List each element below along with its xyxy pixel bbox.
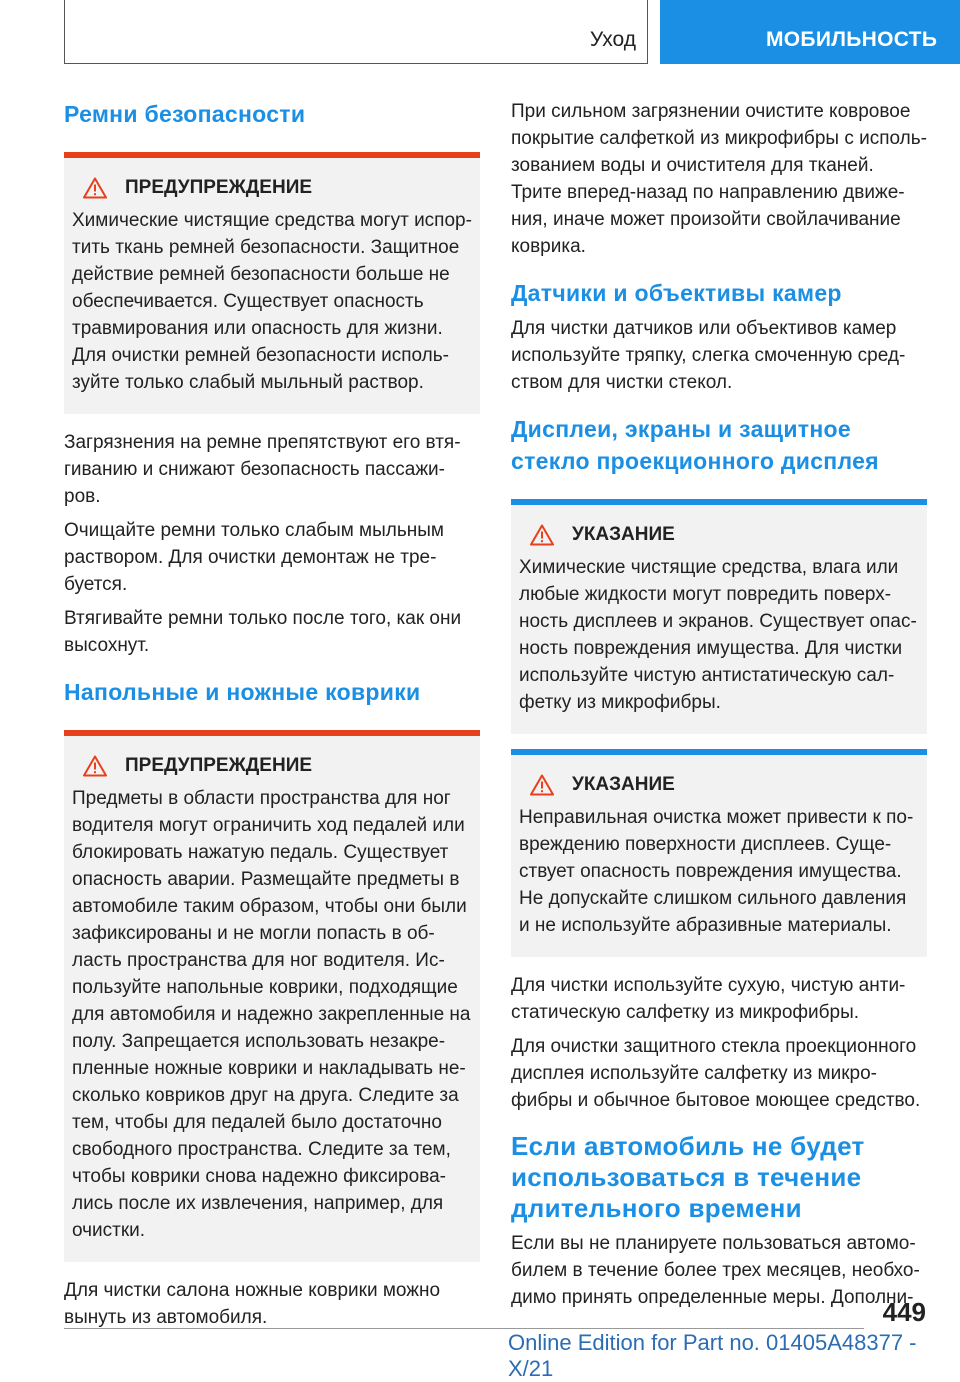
heading-long-storage: Если автомобиль не будет использоваться в течение длительного времени (511, 1131, 865, 1223)
heading-floor-mats: Напольные и ножные коврики (64, 679, 421, 705)
warning-text: Предметы в области пространства для ног водителя могут ограничить ход педалей или блокировать нажатую педаль. Существует опасность аварии. Размещайте предметы в автомобиле таким образом, чтобы они были зафиксированы и не могли попасть в об- ласть пространства для ног водителя. Ис- пользуйте напольные коврики, подходящие для автомобиля и надежно закрепленные на полу. Запрещается использовать незакре- пленные ножные коврики и накладывать не- сколько ковриков друг на друга. Следите за тем, чтобы для педалей было достаточно свободного пространства. Следите за тем, чтобы коврики снова надежно фиксирова- лись после их извлечения, например, для очистки. (72, 788, 471, 1241)
notice-text: Неправильная очистка может привести к по- вреждению поверхности дисплеев. Суще- ствует опасность повреждения имущества. Не допускайте слишком сильного давления и не используйте абразивные материалы. (519, 807, 914, 936)
warning-title: ПРЕДУПРЕЖДЕНИЕ (125, 177, 313, 198)
footer-edition-link[interactable]: Online Edition for Part no. 01405A48377 - X/21 (508, 1330, 917, 1381)
warning-triangle-icon (83, 177, 107, 199)
paragraph: Для чистки используйте сухую, чистую анти- статическую салфетку из микрофибры. (511, 975, 906, 1023)
warning-box-belts (64, 152, 480, 414)
warning-text: Химические чистящие средства могут испор- тить ткань ремней безопасности. Защитное действие ремней безопасности больше не обеспечивается. Существует опасность травмирования или опасность для жизни. Для очистки ремней безопасности исполь- зуйте только слабый мыльный раствор. (72, 210, 472, 393)
notice-title: УКАЗАНИЕ (572, 774, 675, 795)
paragraph: Для чистки салона ножные коврики можно вынуть из автомобиля. (64, 1280, 441, 1328)
notice-text: Химические чистящие средства, влага или любые жидкости могут повредить поверх- ность дисплеев и экранов. Существует опас- ность повреждения имущества. Для чистки используйте чистую антистатическую сал- фетку из микрофибры. (519, 557, 917, 713)
page-number: 449 (882, 1297, 926, 1327)
notice-box-chemicals (511, 499, 927, 734)
paragraph: Для очистки защитного стекла проекционного дисплея используйте салфетку из микро- фибры и обычное бытовое моющее средство. (511, 1036, 921, 1111)
paragraph: Втягивайте ремни только после того, как они высохнут. (64, 608, 462, 656)
paragraph: Если вы не планируете пользоваться автомо- билем в течение более трех месяцев, необхо- димо принять определенные меры. Дополни- (511, 1233, 920, 1308)
warning-triangle-icon (530, 774, 554, 796)
paragraph: При сильном загрязнении очистите ковровое покрытие салфеткой из микрофибры с исполь- зованием воды и очистителя для тканей. Трите вперед-назад по направлению движе- ния, иначе может произойти свойлачивание коврика. (511, 101, 927, 257)
heading-sensors-cameras: Датчики и объективы камер (511, 280, 842, 306)
right-column (511, 98, 927, 1318)
paragraph: Для чистки датчиков или объективов камер используйте тряпку, слегка смоченную сред- ством для чистки стекол. (511, 318, 906, 393)
notice-box-cleaning (511, 749, 927, 957)
warning-box-mats (64, 730, 480, 1262)
paragraph: Очищайте ремни только слабым мыльным раствором. Для очистки демонтаж не тре- буется. (64, 520, 444, 595)
warning-triangle-icon (530, 524, 554, 546)
header-tab-mobility[interactable] (660, 0, 960, 64)
notice-title: УКАЗАНИЕ (572, 524, 675, 545)
header-frame (64, 0, 648, 64)
paragraph: Загрязнения на ремне препятствуют его втя- гиванию и снижают безопасность пассажи- ров. (64, 432, 461, 507)
header-section-title: Уход (589, 28, 636, 51)
left-column (64, 98, 480, 1338)
warning-title: ПРЕДУПРЕЖДЕНИЕ (125, 755, 313, 776)
footer-divider (64, 1328, 864, 1329)
warning-triangle-icon (83, 755, 107, 777)
heading-seat-belts: Ремни безопасности (64, 101, 306, 127)
header-tab-label: МОБИЛЬНОСТЬ (766, 28, 938, 51)
heading-displays: Дисплеи, экраны и защитное стекло проекционного дисплея (511, 416, 879, 474)
